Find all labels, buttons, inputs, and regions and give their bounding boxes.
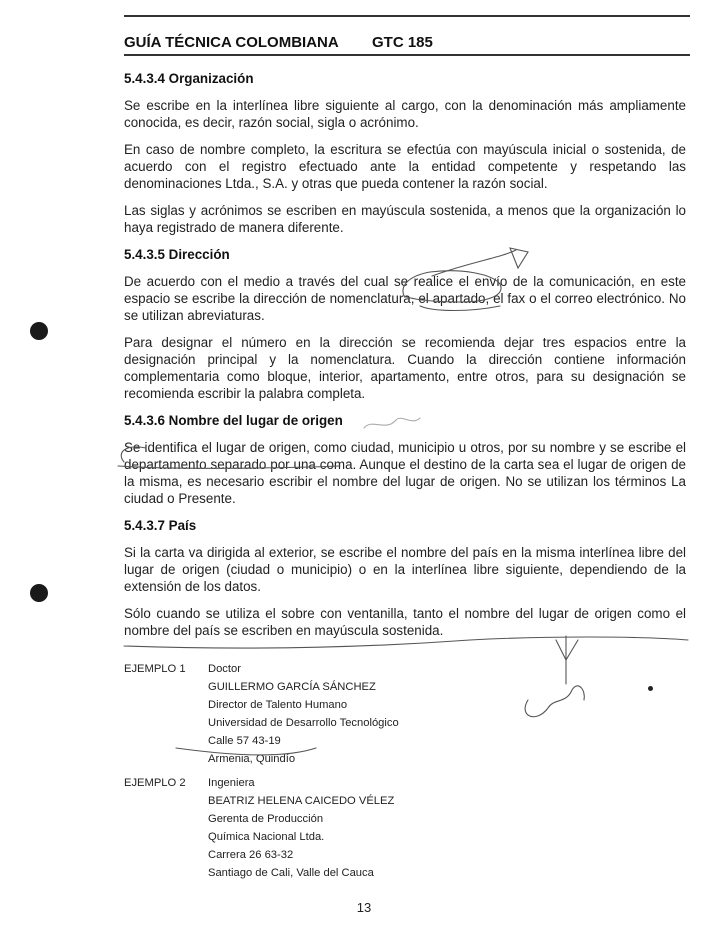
paragraph: Se identifica el lugar de origen, como ciudad, municipio u otros, por su nombre y se escribe el departamento separado por una coma. Aunque el destino de la carta sea el lugar de origen de la misma, es necesario escribir el nombre del lugar de origen. No se utilizan los términos La ciudad o Presente. <box>124 440 686 506</box>
paragraph: Se escribe en la interlínea libre siguiente al cargo, con la denominación más ampliamente conocida, es decir, razón social, sigla o acrónimo. <box>124 98 686 130</box>
address-line: Santiago de Cali, Valle del Cauca <box>208 867 374 879</box>
punch-hole <box>30 584 48 602</box>
paragraph: En caso de nombre completo, la escritura se efectúa con mayúscula inicial o sostenida, de acuerdo con el registro efectuado ante la entidad competente y respetando las denominaciones Ltda., S.A. y otras que pueda contener la razón social. <box>124 142 686 191</box>
example-address <box>208 660 399 768</box>
stray-dot <box>648 686 653 691</box>
section-heading: 5.4.3.6 Nombre del lugar de origen <box>124 413 343 428</box>
address-line: Calle 57 43-19 <box>208 735 281 747</box>
address-line: Director de Talento Humano <box>208 699 348 711</box>
address-line: BEATRIZ HELENA CAICEDO VÉLEZ <box>208 795 395 807</box>
paragraph: Para designar el número en la dirección se recomienda dejar tres espacios entre la designación principal y la nomenclatura. Cuando la dirección contiene información complementaria como bloque, interior, apartamento, entre otros, para su designación se recomienda escribir la palabra completa. <box>124 335 686 401</box>
paragraph: De acuerdo con el medio a través del cual se realice el envío de la comunicación, en este espacio se escribe la dirección de nomenclatura, el apartado, el fax o el correo electrónico. No se utilizan abreviaturas. <box>124 274 686 323</box>
address-line: Universidad de Desarrollo Tecnológico <box>208 717 399 729</box>
paragraph: Sólo cuando se utiliza el sobre con ventanilla, tanto el nombre del lugar de origen como el nombre del país se escriben en mayúscula sostenida. <box>124 606 686 638</box>
punch-hole <box>30 322 48 340</box>
paragraph: Las siglas y acrónimos se escriben en mayúscula sostenida, a menos que la organización lo haya registrado de manera diferente. <box>124 203 686 235</box>
top-rule <box>124 15 690 17</box>
address-line: GUILLERMO GARCÍA SÁNCHEZ <box>208 681 376 693</box>
header-title: GUÍA TÉCNICA COLOMBIANA <box>124 34 339 51</box>
address-line: Gerenta de Producción <box>208 813 324 825</box>
address-line: Química Nacional Ltda. <box>208 831 325 843</box>
section-heading: 5.4.3.7 País <box>124 518 197 533</box>
example-label: EJEMPLO 2 <box>124 777 186 789</box>
page-number: 13 <box>356 900 372 915</box>
address-line: Armenia, Quindío <box>208 753 296 765</box>
body-text <box>124 70 686 649</box>
header-rule <box>124 54 690 56</box>
example <box>124 660 684 768</box>
example-label: EJEMPLO 1 <box>124 663 186 675</box>
examples-block <box>124 660 684 888</box>
address-line: Ingeniera <box>208 777 255 789</box>
address-line: Carrera 26 63-32 <box>208 849 294 861</box>
section-heading: 5.4.3.4 Organización <box>124 71 254 86</box>
address-line: Doctor <box>208 663 241 675</box>
example <box>124 774 684 882</box>
paragraph: Si la carta va dirigida al exterior, se escribe el nombre del país en la misma interlínea libre del lugar de origen (ciudad o municipio) o en la interlínea libre siguiente, dependiendo de la extensión de los datos. <box>124 545 686 594</box>
header-code: GTC 185 <box>372 34 433 51</box>
section-heading: 5.4.3.5 Dirección <box>124 247 230 262</box>
page-header <box>124 34 690 51</box>
example-address <box>208 774 394 882</box>
